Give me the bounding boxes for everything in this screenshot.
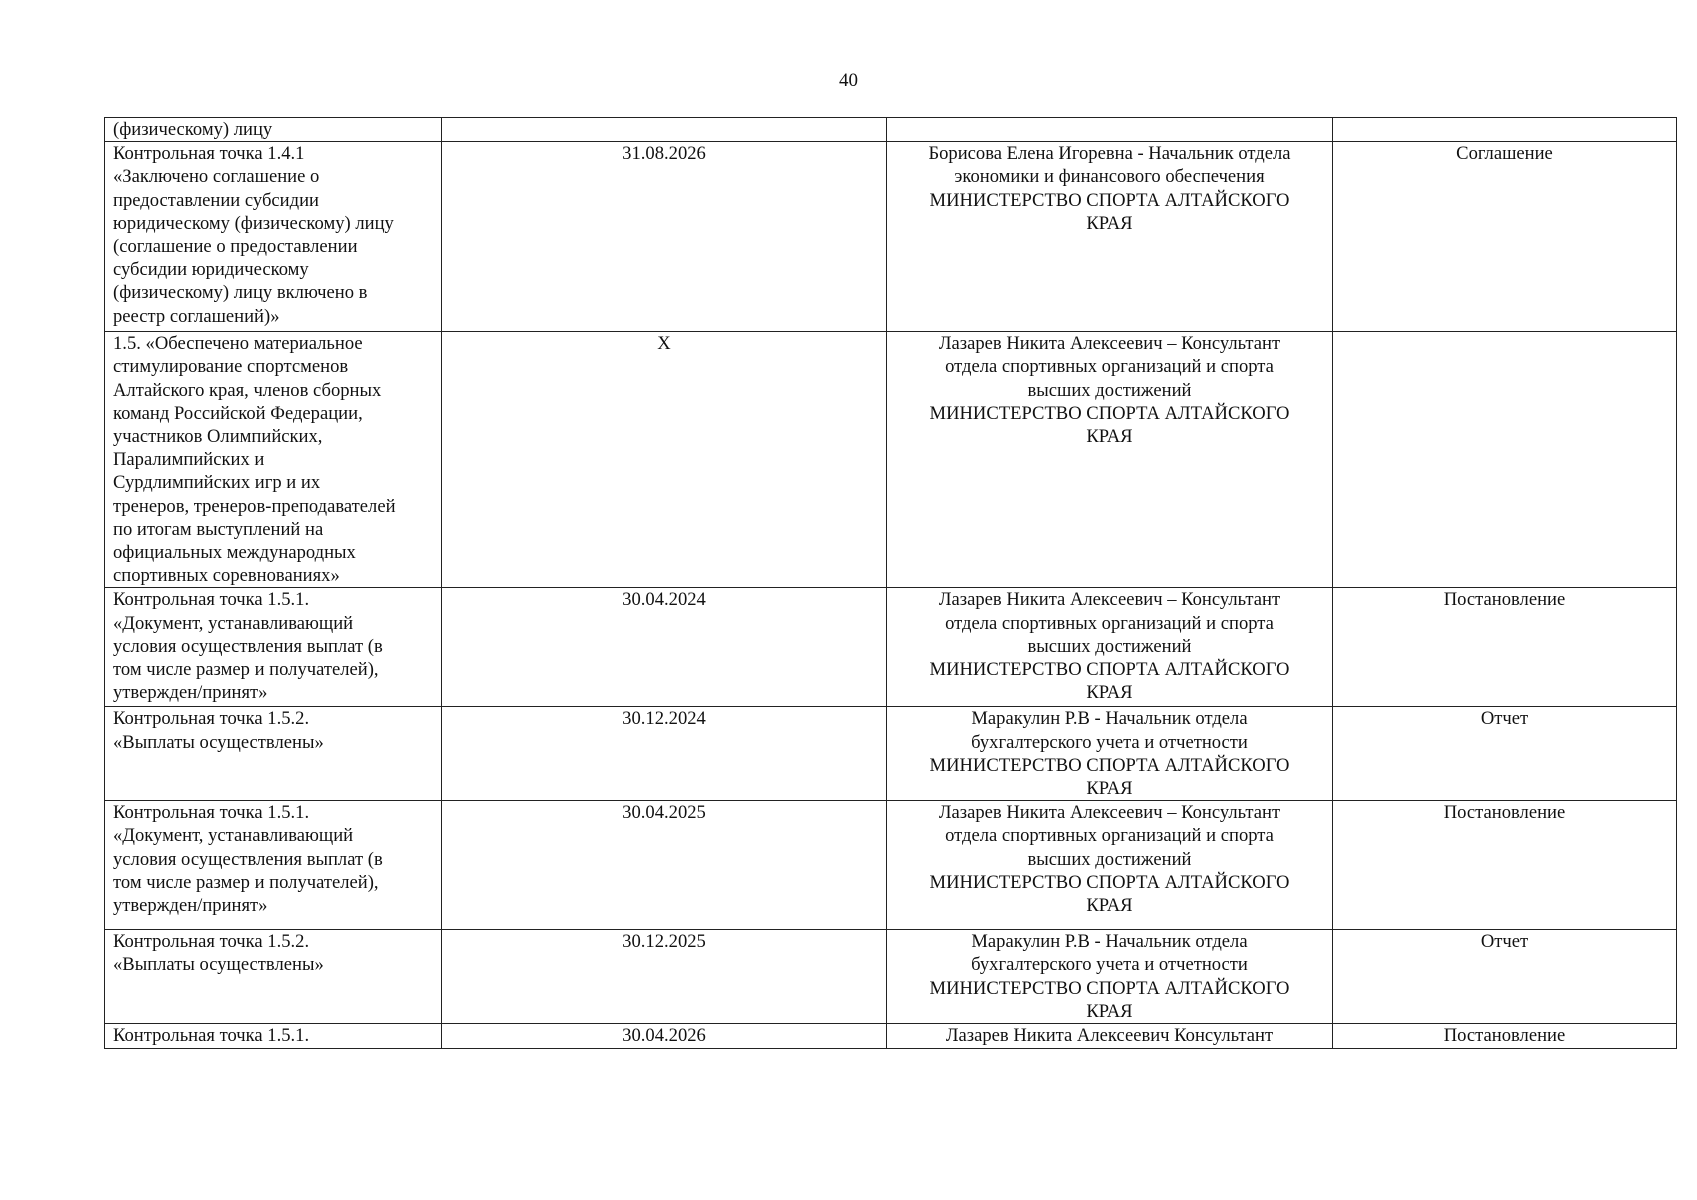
deadline-cell: 30.04.2024 — [442, 588, 887, 707]
cell-text-line: Лазарев Никита Алексеевич – Консультант — [938, 589, 1281, 611]
cell-text-line: отдела спортивных организаций и спорта — [945, 612, 1274, 634]
cell-text-line: «Документ, устанавливающий — [113, 612, 354, 634]
cell-text-line: Контрольная точка 1.5.1. — [113, 1025, 310, 1047]
responsible-cell — [887, 142, 1333, 332]
document-type-cell — [1333, 332, 1677, 588]
deadline-cell: 31.08.2026 — [442, 142, 887, 332]
event-name-cell — [105, 707, 442, 801]
cell-text-line: отдела спортивных организаций и спорта — [945, 356, 1274, 378]
cell-text-line: КРАЯ — [1086, 778, 1133, 800]
table-row — [105, 118, 1677, 142]
cell-text-line: Контрольная точка 1.5.1. — [113, 802, 310, 824]
cell-text-line: реестр соглашений)» — [113, 305, 280, 327]
event-name-cell — [105, 1024, 442, 1049]
cell-text-line: Контрольная точка 1.5.1. — [113, 589, 310, 611]
cell-text-line: Маракулин Р.В - Начальник отдела — [971, 931, 1248, 953]
event-name-cell — [105, 142, 442, 332]
cell-text-line: утвержден/принят» — [113, 895, 268, 917]
cell-text-line: Лазарев Никита Алексеевич – Консультант — [938, 802, 1281, 824]
cell-text-line: МИНИСТЕРСТВО СПОРТА АЛТАЙСКОГО — [929, 871, 1290, 893]
responsible-cell — [887, 707, 1333, 801]
cell-text-line: юридическому (физическому) лицу — [113, 212, 394, 234]
cell-text-line: утвержден/принят» — [113, 682, 268, 704]
cell-text-line: Сурдлимпийских игр и их — [113, 472, 321, 494]
cell-text-line: КРАЯ — [1086, 212, 1133, 234]
document-type-cell — [1333, 118, 1677, 142]
responsible-cell — [887, 801, 1333, 930]
responsible-cell — [887, 332, 1333, 588]
cell-text-line: предоставлении субсидии — [113, 189, 319, 211]
responsible-cell — [887, 1024, 1333, 1049]
table-row — [105, 332, 1677, 588]
cell-text-line: Алтайского края, членов сборных — [113, 379, 382, 401]
cell-text-line: (соглашение о предоставлении — [113, 236, 358, 258]
event-name-cell — [105, 118, 442, 142]
cell-text-line: КРАЯ — [1086, 1000, 1133, 1022]
cell-text-line: официальных международных — [113, 542, 356, 564]
cell-text-line: Лазарев Никита Алексеевич – Консультант — [938, 333, 1281, 355]
cell-text-line: по итогам выступлений на — [113, 518, 324, 540]
cell-text-line: КРАЯ — [1086, 682, 1133, 704]
responsible-cell — [887, 588, 1333, 707]
cell-text-line: том числе размер и получателей), — [113, 659, 379, 681]
cell-text-line: Маракулин Р.В - Начальник отдела — [971, 708, 1248, 730]
cell-text-line: стимулирование спортсменов — [113, 356, 349, 378]
cell-text-line: МИНИСТЕРСТВО СПОРТА АЛТАЙСКОГО — [929, 402, 1290, 424]
cell-text-line: «Документ, устанавливающий — [113, 825, 354, 847]
page-number: 40 — [839, 70, 858, 91]
document-type-cell: Постановление — [1333, 588, 1677, 707]
table-body — [105, 118, 1677, 1049]
table-row — [105, 707, 1677, 801]
table-row — [105, 801, 1677, 930]
cell-text-line: отдела спортивных организаций и спорта — [945, 825, 1274, 847]
cell-text-line: Контрольная точка 1.5.2. — [113, 708, 310, 730]
document-type-cell: Отчет — [1333, 707, 1677, 801]
table-row — [105, 588, 1677, 707]
cell-text-line: Борисова Елена Игоревна - Начальник отдела — [928, 143, 1291, 165]
cell-text-line: 1.5. «Обеспечено материальное — [113, 333, 363, 355]
cell-text-line: МИНИСТЕРСТВО СПОРТА АЛТАЙСКОГО — [929, 977, 1290, 999]
cell-text-line: тренеров, тренеров-преподавателей — [113, 495, 396, 517]
deadline-cell: 30.04.2025 — [442, 801, 887, 930]
responsible-cell — [887, 118, 1333, 142]
event-name-cell — [105, 801, 442, 930]
deadline-cell: 30.04.2026 — [442, 1024, 887, 1049]
cell-text-line: высших достижений — [1027, 848, 1192, 870]
cell-text-line: бухгалтерского учета и отчетности — [971, 954, 1248, 976]
document-type-cell: Отчет — [1333, 930, 1677, 1024]
cell-text-line: высших достижений — [1027, 635, 1192, 657]
document-type-cell: Постановление — [1333, 801, 1677, 930]
document-type-cell: Постановление — [1333, 1024, 1677, 1049]
cell-text-line: том числе размер и получателей), — [113, 871, 379, 893]
cell-text-line: КРАЯ — [1086, 895, 1133, 917]
cell-text-line: условия осуществления выплат (в — [113, 848, 383, 870]
cell-text-line: МИНИСТЕРСТВО СПОРТА АЛТАЙСКОГО — [929, 659, 1290, 681]
cell-text-line: «Выплаты осуществлены» — [113, 731, 324, 753]
deadline-cell: 30.12.2024 — [442, 707, 887, 801]
deadline-cell — [442, 118, 887, 142]
cell-text-line: условия осуществления выплат (в — [113, 635, 383, 657]
table-row — [105, 1024, 1677, 1049]
control-points-table — [104, 117, 1677, 1049]
cell-text-line: Контрольная точка 1.5.2. — [113, 931, 310, 953]
table-row — [105, 930, 1677, 1024]
event-name-cell — [105, 930, 442, 1024]
cell-text-line: Контрольная точка 1.4.1 — [113, 143, 305, 165]
cell-text-line: участников Олимпийских, — [113, 426, 323, 448]
cell-text-line: Лазарев Никита Алексеевич Консультант — [945, 1025, 1274, 1047]
cell-text-line: МИНИСТЕРСТВО СПОРТА АЛТАЙСКОГО — [929, 754, 1290, 776]
event-name-cell — [105, 332, 442, 588]
cell-text-line: «Выплаты осуществлены» — [113, 954, 324, 976]
cell-text-line: спортивных соревнованиях» — [113, 565, 340, 587]
cell-text-line: КРАЯ — [1086, 426, 1133, 448]
cell-text-line: команд Российской Федерации, — [113, 402, 363, 424]
cell-text-line: бухгалтерского учета и отчетности — [971, 731, 1248, 753]
cell-text-line: «Заключено соглашение о — [113, 166, 320, 188]
cell-text-line: экономики и финансового обеспечения — [954, 166, 1265, 188]
cell-text-line: (физическому) лицу — [113, 119, 273, 140]
cell-text-line: Паралимпийских и — [113, 449, 265, 471]
cell-text-line: МИНИСТЕРСТВО СПОРТА АЛТАЙСКОГО — [929, 189, 1290, 211]
table-row — [105, 142, 1677, 332]
cell-text-line: (физическому) лицу включено в — [113, 282, 368, 304]
event-name-cell — [105, 588, 442, 707]
document-type-cell: Соглашение — [1333, 142, 1677, 332]
cell-text-line: высших достижений — [1027, 379, 1192, 401]
cell-text-line: субсидии юридическому — [113, 259, 309, 281]
deadline-cell: X — [442, 332, 887, 588]
responsible-cell — [887, 930, 1333, 1024]
deadline-cell: 30.12.2025 — [442, 930, 887, 1024]
